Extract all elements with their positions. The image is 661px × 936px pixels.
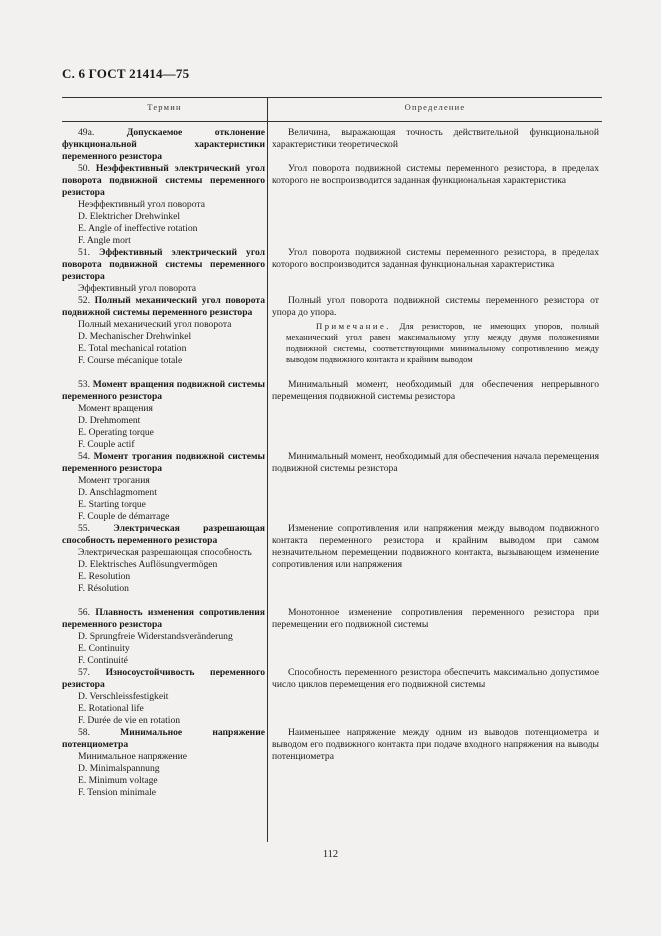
term-entry-52 [62,295,265,367]
term-synonym-de: D. Drehmoment [78,415,141,426]
page-header: С. 6 ГОСТ 21414—75 [62,66,190,81]
term-synonym-en: E. Operating torque [78,427,154,438]
definition-54 [272,451,599,475]
term-synonym-fr: F. Couple de démarrage [78,511,170,522]
definition-text: Изменение сопротивления или напряжения между выводом подвижного контакта переменного резистора и крайним выводом при самом незначительном перемещении подвижного контакта, вызывающем изменение сопротивления или напряжения [272,523,599,570]
term-synonym: Электрическая разрешающая способность [78,547,252,558]
term-title: Износоустойчивость переменного резистора [62,667,265,690]
column-header-term: Термин [147,102,182,112]
term-synonym-en: E. Total mechanical rotation [78,343,187,354]
term-synonym-fr: F. Résolution [78,583,129,594]
definition-58 [272,727,599,763]
definition-55 [272,523,599,571]
term-synonym: Момент вращения [78,403,153,414]
term-number: 54. [78,451,90,462]
term-entry-53 [62,379,265,451]
term-synonym: Минимальное напряжение [78,751,188,762]
definition-text: Угол поворота подвижной системы переменного резистора, в пределах которого не воспроизводится заданная функциональная характеристика [272,163,599,186]
term-number: 56. [78,607,90,618]
note-text: Для резисторов, не имеющих упоров, полный механический угол равен максимальному углу между двумя положениями подвижной системы, соответствующими минимальному сопротивлению между выводом подвижного контакта и крайним выводом [286,321,600,364]
term-synonym: Неэффективный угол поворота [78,199,205,210]
term-title: Момент трогания подвижной системы переменного резистора [62,451,265,474]
definition-text: Угол поворота подвижной системы переменного резистора, в пределах которого воспроизводится заданная функциональная характеристика [272,247,599,270]
term-synonym-de: D. Sprungfreie Widerstandsveränderung [78,631,233,642]
term-entry-51 [62,247,265,295]
table-header-rule [62,121,602,122]
term-number: 53. [78,379,90,390]
term-synonym-de: D. Minimalspannung [78,763,160,774]
term-synonym-de: D. Verschleissfestigkeit [78,691,169,702]
term-number: 57. [78,667,90,678]
term-number: 50. [78,163,90,174]
definition-51 [272,247,599,271]
definition-52 [272,295,599,365]
term-entry-58 [62,727,265,799]
definition-note [272,321,599,365]
definition-57 [272,667,599,691]
term-entry-55 [62,523,265,595]
term-synonym-de: D. Anschlagmoment [78,487,157,498]
definition-53 [272,379,599,403]
term-number: 49а. [78,127,95,138]
column-header-definition: Определение [404,102,466,112]
term-entry-56 [62,607,265,667]
term-synonym: Эффективный угол поворота [78,283,197,294]
term-synonym-en: E. Angle of ineffective rotation [78,223,198,234]
term-synonym-en: E. Continuity [78,643,130,654]
definition-text: Способность переменного резистора обеспечить максимально допустимое число циклов перемещения его подвижной системы [272,667,599,690]
term-title: Полный механический угол поворота подвижной системы переменного резистора [62,295,265,318]
term-title: Минимальное напряжение потенциометра [62,727,265,750]
term-synonym-fr: F. Durée de vie en rotation [78,715,181,726]
column-divider [267,97,268,842]
note-label: Примечание. [316,321,391,331]
term-title: Неэффективный электрический угол поворота подвижной системы переменного резистора [62,163,265,198]
term-number: 55. [78,523,90,534]
term-synonym-de: D. Elektricher Drehwinkel [78,211,181,222]
term-synonym-fr: F. Couple actif [78,439,135,450]
term-title: Допускаемое отклонение функциональной характеристики переменного резистора [62,127,265,162]
term-number: 51. [78,247,90,258]
term-synonym-fr: F. Course mécanique totale [78,355,183,366]
term-title: Момент вращения подвижной системы переменного резистора [62,379,265,402]
term-entry-50 [62,163,265,247]
definition-text: Величина, выражающая точность действительной функциональной характеристики теоретической [272,127,599,150]
term-number: 52. [78,295,90,306]
definition-text: Минимальный момент, необходимый для обеспечения непрерывного перемещения подвижной системы резистора [272,379,599,402]
term-synonym-en: E. Rotational life [78,703,144,714]
definition-56 [272,607,599,631]
term-entry-54 [62,451,265,523]
page-number: 112 [322,849,339,860]
term-synonym-fr: F. Continuité [78,655,128,666]
term-synonym: Полный механический угол поворота [78,319,232,330]
term-synonym-fr: F. Tension minimale [78,787,157,798]
term-synonym-de: D. Mechanischer Drehwinkel [78,331,192,342]
term-number: 58. [78,727,90,738]
definition-text: Минимальный момент, необходимый для обеспечения начала перемещения подвижной системы резистора [272,451,599,474]
definition-text: Монотонное изменение сопротивления переменного резистора при перемещении его подвижной системы [272,607,599,630]
term-entry-57 [62,667,265,727]
table-top-rule [62,97,602,98]
term-title: Плавность изменения сопротивления переменного резистора [62,607,265,630]
term-synonym-en: E. Minimum voltage [78,775,158,786]
term-synonym-de: D. Elektrisches Auflösungvermögen [78,559,218,570]
term-title: Электрическая разрешающая способность переменного резистора [62,523,265,546]
term-synonym-en: E. Resolution [78,571,131,582]
definition-text: Полный угол поворота подвижной системы переменного резистора от упора до упора. [272,295,599,318]
term-title: Эффективный электрический угол поворота подвижной системы переменного резистора [62,247,265,282]
term-synonym-en: E. Starting torque [78,499,146,510]
term-synonym: Момент трогания [78,475,150,486]
definition-50 [272,163,599,187]
definition-text: Наименьшее напряжение между одним из выводов потенциометра и выводом его подвижного контакта при подаче входного напряжения на выводы потенциометра [272,727,599,762]
term-entry-49a [62,127,265,163]
definition-49a [272,127,599,151]
term-synonym-fr: F. Angle mort [78,235,131,246]
